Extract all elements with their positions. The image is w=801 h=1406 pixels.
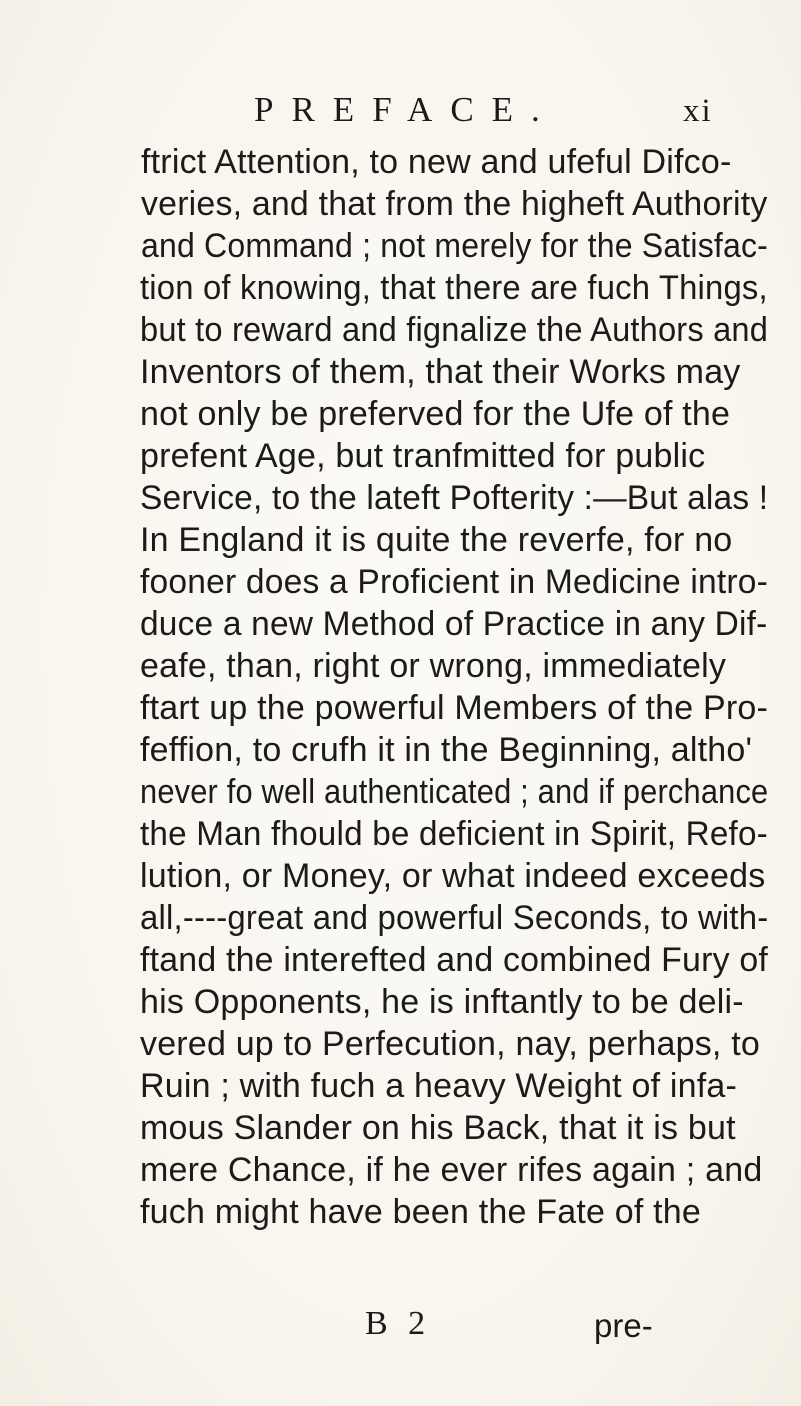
text-line: and Command ; not merely for the Satisfac- [141,227,769,265]
text-line: duce a new Method of Practice in any Dif- [140,605,768,643]
text-line: ftrict Attention, to new and ufeful Difco- [141,143,732,181]
text-line: lution, or Money, or what indeed exceeds [140,857,766,895]
text-line: fooner does a Proficient in Medicine intro- [140,563,769,601]
text-line: not only be preferved for the Ufe of the [140,395,731,433]
text-line: fuch might have been the Fate of the [140,1193,702,1231]
text-line: Service, to the lateft Pofterity :—But alas ! [140,479,769,517]
signature-mark: B 2 [365,1305,432,1342]
text-line: Ruin ; with fuch a heavy Weight of infa- [140,1067,738,1105]
text-line: feffion, to crufh it in the Beginning, altho' [140,731,753,769]
page-number: xi [683,93,713,129]
text-line: mous Slander on his Back, that it is but [140,1109,736,1147]
text-line: eafe, than, right or wrong, immediately [140,647,727,685]
text-line: In England it is quite the reverfe, for no [140,521,733,559]
text-line: ftart up the powerful Members of the Pro- [140,689,769,727]
catchword: pre- [594,1307,653,1344]
text-line: Inventors of them, that their Works may [140,353,741,391]
text-line: tion of knowing, that there are fuch Things, [140,269,768,307]
text-line: the Man fhould be deficient in Spirit, Refo- [140,815,768,853]
text-line: but to reward and fignalize the Authors and [140,311,769,349]
text-line: vered up to Perfecution, nay, perhaps, to [140,1025,760,1063]
text-line: veries, and that from the higheft Authority [141,185,768,223]
text-line: prefent Age, but tranfmitted for public [140,437,706,475]
text-line: all,----great and powerful Seconds, to with- [140,899,769,937]
page-header [0,90,801,140]
text-line: never fo well authenticated ; and if perchance [140,773,769,811]
text-line: ftand the interefted and combined Fury of [140,941,769,979]
page-footer [0,1305,801,1355]
text-line: mere Chance, if he ever rifes again ; and [140,1151,763,1189]
running-title: PREFACE. [254,90,558,129]
text-line: his Opponents, he is inftantly to be deli- [140,983,744,1021]
